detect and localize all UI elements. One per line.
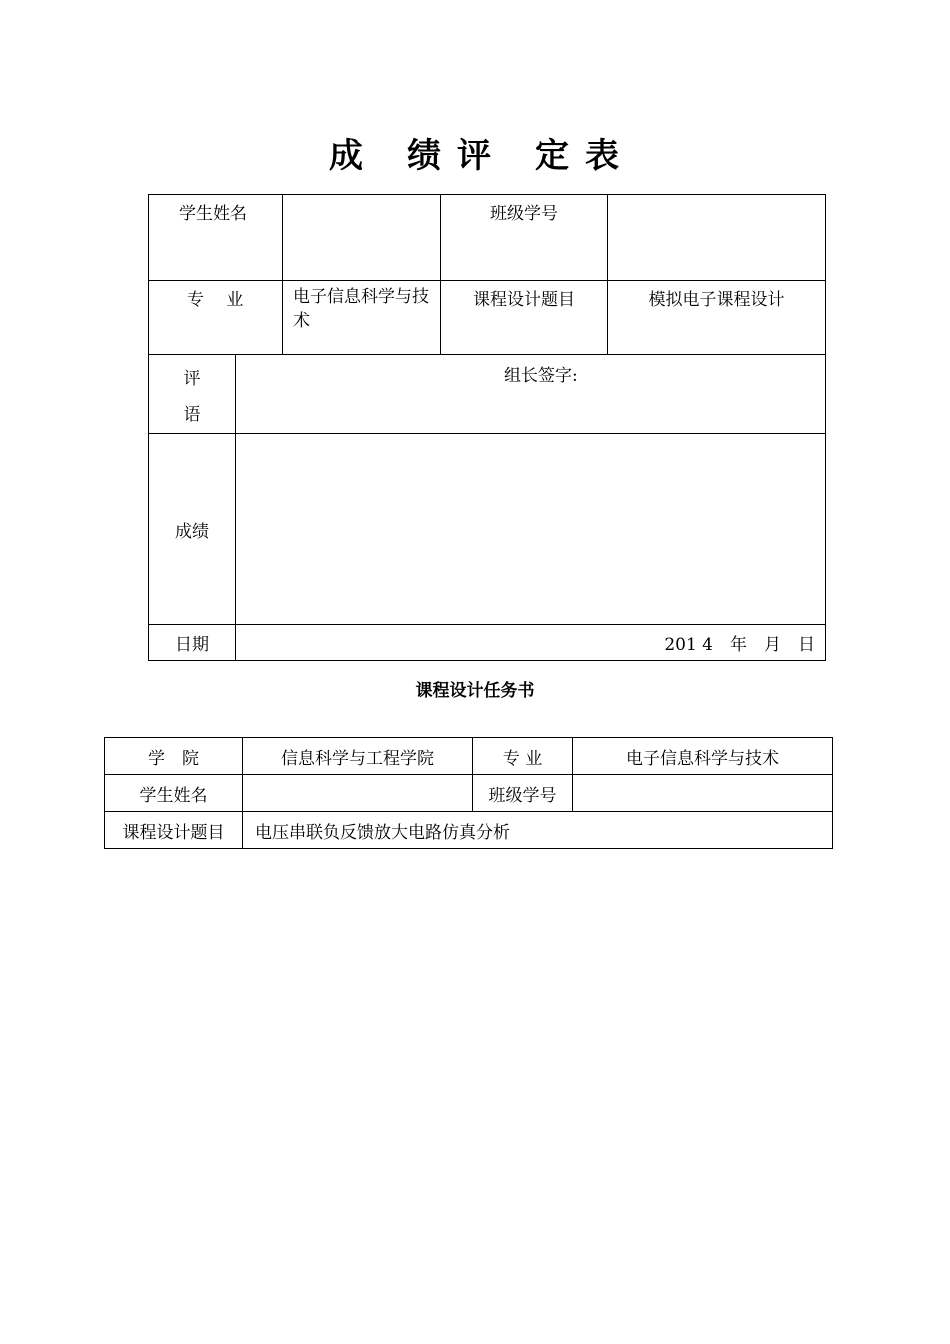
page-title <box>0 128 950 177</box>
college-value: 信息科学与工程学院 <box>243 738 473 775</box>
date-label: 日期 <box>149 625 236 661</box>
task-student-name-value[interactable] <box>243 775 473 812</box>
leader-signature-field[interactable]: 组长签字: <box>236 355 826 434</box>
date-value[interactable]: 201 4 年 月 日 <box>236 625 826 661</box>
title-char: 评 <box>457 136 493 176</box>
student-name-value[interactable] <box>283 195 441 281</box>
class-id-label: 班级学号 <box>441 195 608 281</box>
task-class-id-label: 班级学号 <box>473 775 573 812</box>
section-subtitle: 课程设计任务书 <box>415 681 535 701</box>
task-topic-label: 课程设计题目 <box>105 812 243 849</box>
topic-value: 模拟电子课程设计 <box>608 281 826 355</box>
task-class-id-value[interactable] <box>573 775 833 812</box>
task-topic-value: 电压串联负反馈放大电路仿真分析 <box>243 812 833 849</box>
course-task-table <box>104 737 833 849</box>
college-label: 学 院 <box>105 738 243 775</box>
grade-evaluation-table <box>148 194 826 661</box>
major-label: 专 业 <box>149 281 283 355</box>
comment-label-char: 语 <box>183 405 201 425</box>
student-name-label: 学生姓名 <box>149 195 283 281</box>
grade-value[interactable] <box>236 434 826 625</box>
topic-label: 课程设计题目 <box>441 281 608 355</box>
title-char: 绩 <box>407 136 443 176</box>
comment-label <box>149 355 236 434</box>
task-student-name-label: 学生姓名 <box>105 775 243 812</box>
comment-label-char: 评 <box>183 369 201 389</box>
title-char: 表 <box>585 136 621 176</box>
major-value: 电子信息科学与技术 <box>283 281 441 355</box>
task-major-label: 专 业 <box>473 738 573 775</box>
title-char: 定 <box>535 136 571 176</box>
task-major-value: 电子信息科学与技术 <box>573 738 833 775</box>
grade-label: 成绩 <box>149 434 236 625</box>
class-id-value[interactable] <box>608 195 826 281</box>
title-char: 成 <box>329 136 365 176</box>
